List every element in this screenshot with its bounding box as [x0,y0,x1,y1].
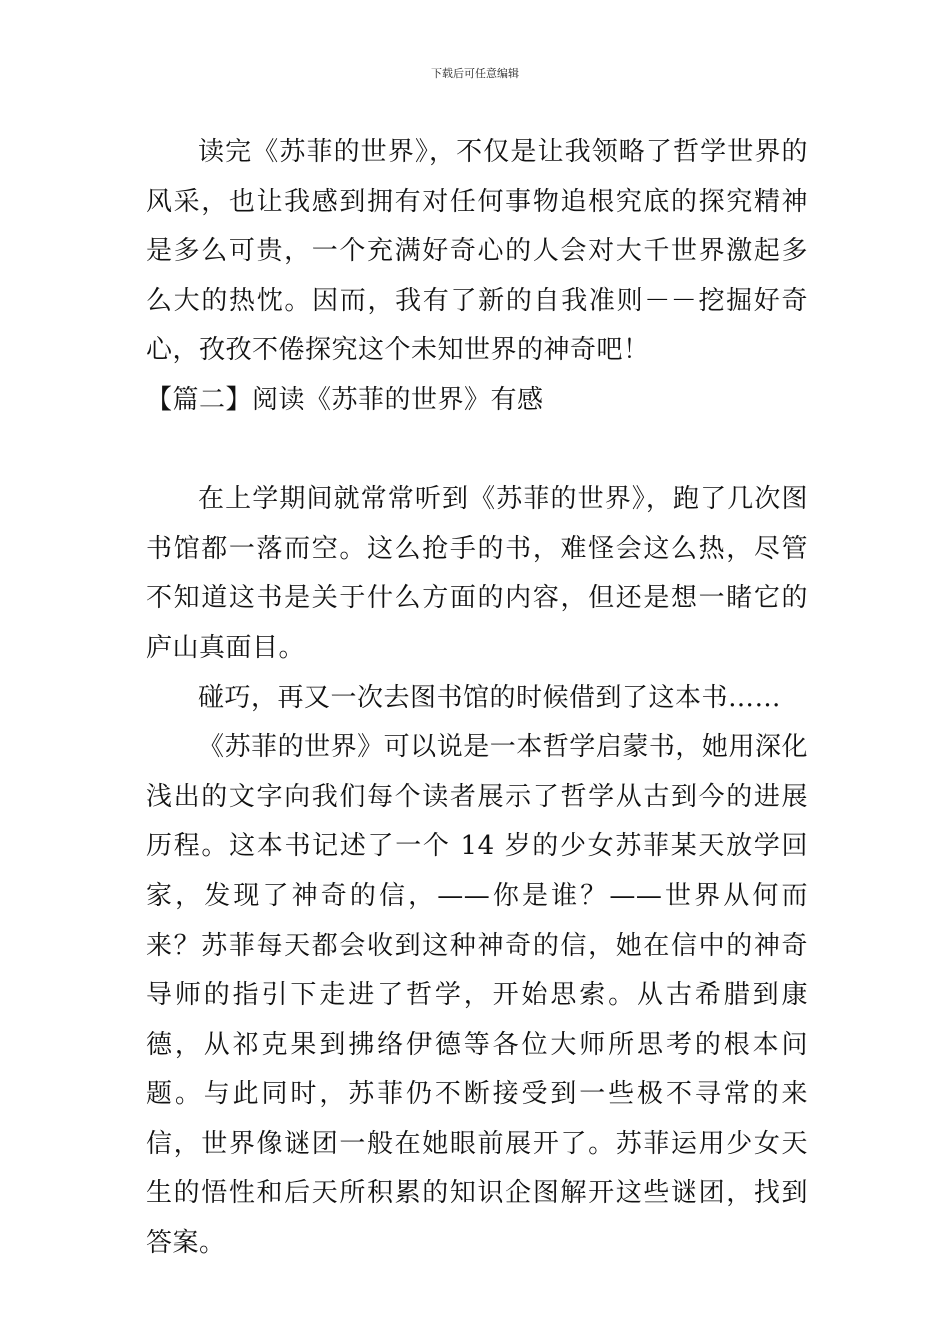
section-heading: 【篇二】阅读《苏菲的世界》有感 [146,384,544,415]
paragraph-conclusion: 读完《苏菲的世界》，不仅是让我领略了哲学世界的风采，也让我感到拥有对任何事物追根究底的探究精神是多么可贵，一个充满好奇心的人会对大千世界激起多么大的热忱。因而，我有了新的自我准则－－挖掘好奇心，孜孜不倦探究这个未知世界的神奇吧！ [146,137,808,366]
paragraph-borrow: 碰巧，再又一次去图书馆的时候借到了这本书…… [198,682,782,713]
document-body [146,128,808,1269]
page-header: 下载后可任意编辑 [431,67,519,80]
blank-line [146,426,808,476]
paragraph-summary: 《苏菲的世界》可以说是一本哲学启蒙书，她用深化浅出的文字向我们每个读者展示了哲学从古到今的进展历程。这本书记述了一个 14 岁的少女苏菲某天放学回家，发现了神奇的信，——你是谁？——世界从何而来？苏菲每天都会收到这种神奇的信，她在信中的神奇导师的指引下走进了哲学，开始思索。从古希腊到康德，从祁克果到拂络伊德等各位大师所思考的根本问题。与此同时，苏菲仍不断接受到一些极不寻常的来信，世界像谜团一般在她眼前展开了。苏菲运用少女天生的悟性和后天所积累的知识企图解开这些谜团，找到答案。 [146,732,808,1259]
paragraph-intro: 在上学期间就常常听到《苏菲的世界》，跑了几次图书馆都一落而空。这么抢手的书，难怪会这么热，尽管不知道这书是关于什么方面的内容，但还是想一睹它的庐山真面目。 [146,484,808,663]
